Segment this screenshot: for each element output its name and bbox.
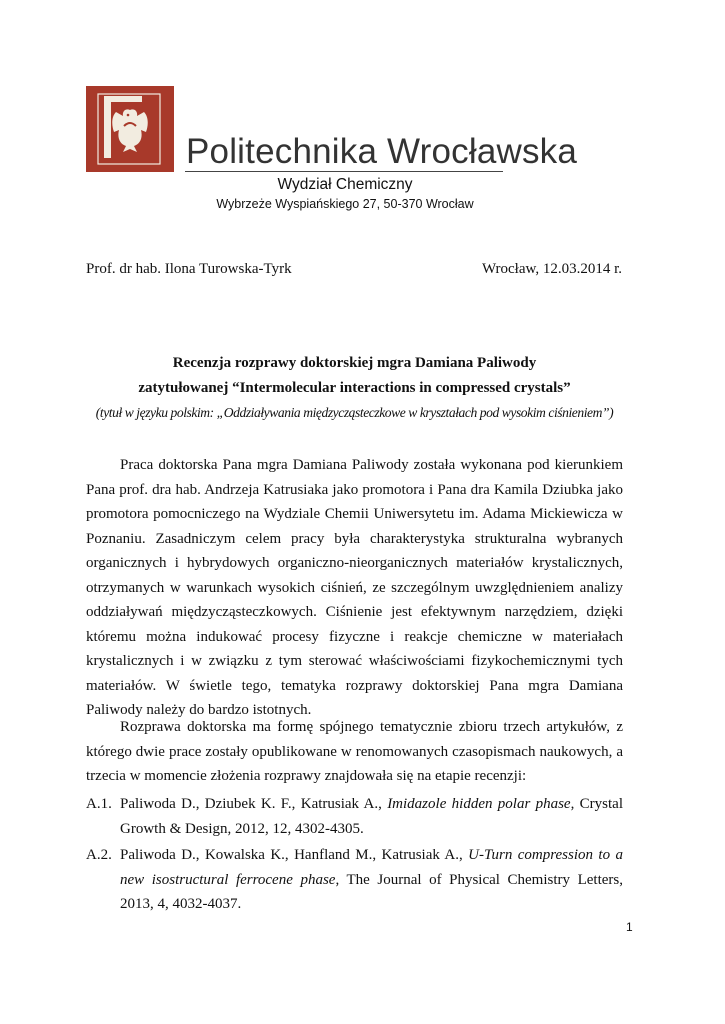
faculty-address: Wybrzeże Wyspiańskiego 27, 50-370 Wrocław	[216, 197, 474, 211]
page-number: 1	[626, 920, 633, 934]
review-title-line-1: Recenzja rozprawy doktorskiej mgra Damiana Paliwody	[172, 355, 537, 371]
reference-title: U-Turn compression to a new isostructural ferrocene phase	[120, 847, 623, 888]
review-title-polish: (tytuł w języku polskim: „Oddziaływania międzycząsteczkowe w kryształach pod wysokim ciśnieniem”)	[95, 405, 614, 420]
header-divider	[185, 171, 503, 172]
reference-authors: Paliwoda D., Dziubek K. F., Katrusiak A.,	[120, 796, 388, 812]
eagle-emblem-icon	[86, 86, 174, 172]
university-name: Politechnika Wrocławska	[186, 132, 578, 171]
review-title-line-2: zatytułowanej “Intermolecular interactions in compressed crystals”	[138, 380, 571, 396]
reference-body	[120, 843, 623, 917]
reference-number: A.1.	[86, 796, 112, 812]
place-date: Wrocław, 12.03.2014 r.	[481, 261, 622, 277]
university-logo	[86, 86, 174, 172]
paragraph-1: Praca doktorska Pana mgra Damiana Paliwody została wykonana pod kierunkiem Pana prof. dra hab. Andrzeja Katrusiaka jako promotora i Pana dra Kamila Dziubka jako promotora pomocniczego na Wydziale Chemii Uniwersytetu im. Adama Mickiewicza w Poznaniu. Zasadniczym celem pracy była charakterystyka strukturalna wybranych organicznych i hybrydowych organiczno-nieorganicznych materiałów krystalicznych, otrzymanych w warunkach wysokich ciśnień, ze szczególnym uwzględnieniem analizy oddziaływań międzycząsteczkowych. Ciśnienie jest efektywnym narzędziem, dzięki któremu można indukować procesy fizyczne i reakcje chemiczne w materiałach krystalicznych i w związku z tym sterować właściwościami fizykochemicznymi tych materiałów. W świetle tego, tematyka rozprawy doktorskiej Pana mgra Damiana Paliwody należy do bardzo istotnych.	[86, 457, 623, 718]
reviewer-name: Prof. dr hab. Ilona Turowska-Tyrk	[86, 261, 292, 277]
reference-title: Imidazole hidden polar phase	[387, 796, 571, 812]
reference-authors: Paliwoda D., Kowalska K., Hanfland M., Katrusiak A.,	[120, 847, 469, 863]
reference-source: , Crystal Growth & Design, 2012, 12, 4302-4305.	[120, 796, 623, 837]
reference-body	[120, 792, 623, 841]
reference-a2	[86, 843, 623, 917]
reference-a1	[86, 792, 623, 841]
paragraph-2: Rozprawa doktorska ma formę spójnego tematycznie zbioru trzech artykułów, z którego dwie prace zostały opublikowane w renomowanych czasopismach naukowych, a trzecia w momencie złożenia rozprawy znajdowała się na etapie recenzji:	[86, 719, 623, 784]
faculty-name: Wydział Chemiczny	[277, 176, 413, 193]
reference-number: A.2.	[86, 847, 112, 863]
reference-source: , The Journal of Physical Chemistry Letters, 2013, 4, 4032-4037.	[120, 871, 623, 913]
